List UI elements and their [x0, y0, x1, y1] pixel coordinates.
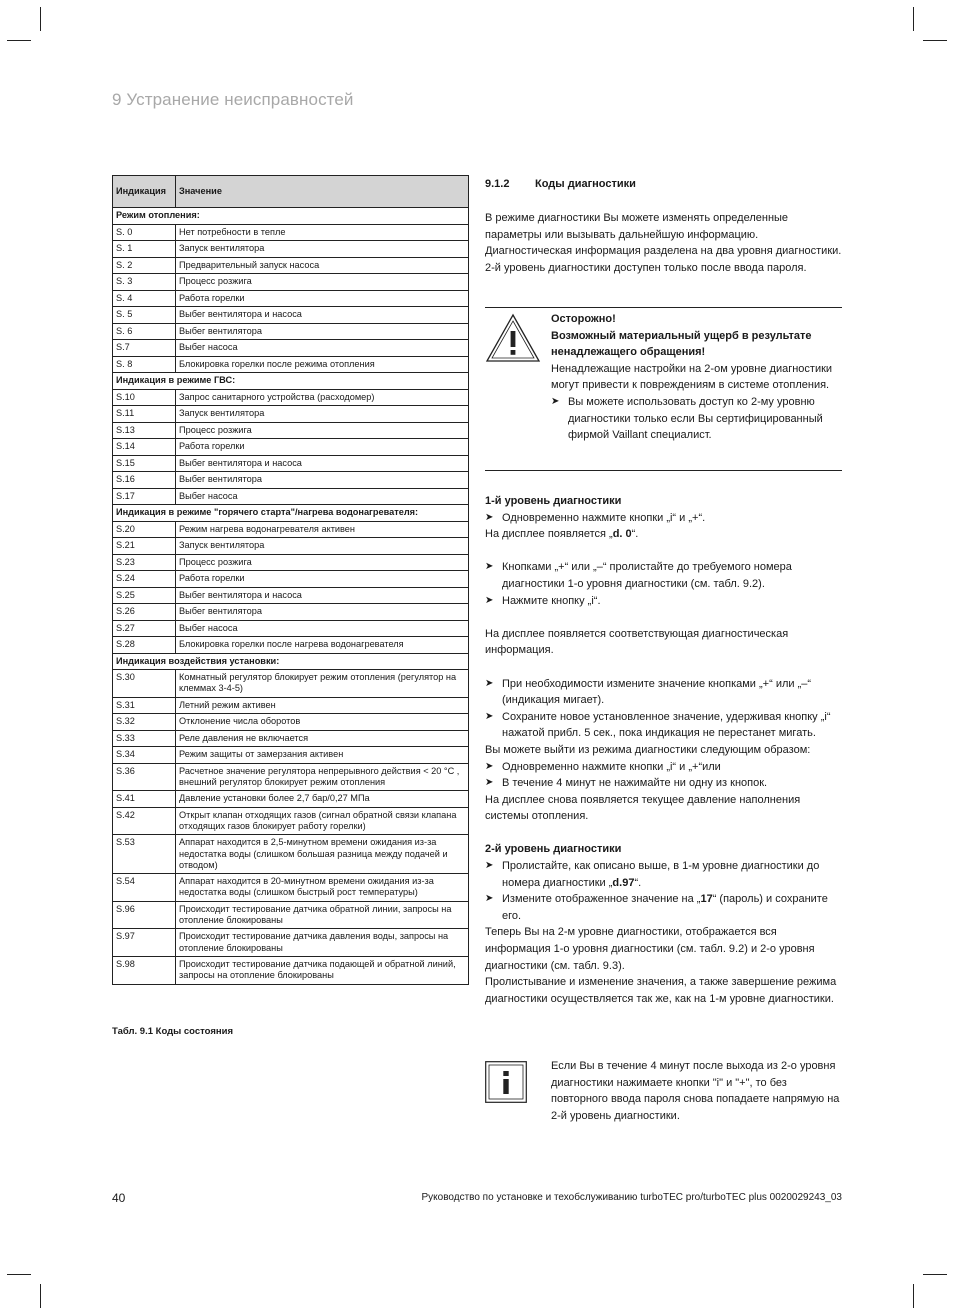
info-note: Если Вы в течение 4 минут после выхода из 2-о уровня диагностики нажимаете кнопки "i" и "+", то без повторного ввода пароля снова попадаете напрямую на 2-й уровень диагностики.: [551, 1060, 840, 1122]
status-meaning: Летний режим активен: [176, 697, 469, 714]
level1-heading: 1-й уровень диагностики: [485, 495, 622, 507]
table-row: [113, 257, 469, 274]
table-section-row: [113, 208, 469, 225]
status-code: S.53: [113, 835, 176, 874]
status-meaning: Комнатный регулятор блокирует режим отопления (регулятор на клеммах 3-4-5): [176, 670, 469, 698]
table-header-row: [113, 176, 469, 208]
table-section-row: [113, 373, 469, 390]
table-row: [113, 587, 469, 604]
intro-block: [485, 210, 842, 276]
list-item: ➤ При необходимости измените значение кнопками „+“ или „–“ (индикация мигает).: [485, 677, 812, 707]
arrow-bullet-icon: ➤: [485, 594, 494, 606]
list-item: ➤ Одновременно нажмите кнопки „i“ и „+“.: [485, 510, 842, 527]
status-meaning: Нет потребности в тепле: [176, 224, 469, 241]
table-row: [113, 670, 469, 698]
status-meaning: Выбег вентилятора: [176, 472, 469, 489]
table-row: [113, 274, 469, 291]
arrow-bullet-icon: ➤: [485, 511, 494, 523]
status-meaning: Аппарат находится в 2,5-минутном времени ожидания из-за недостатка воды (слишком большая разница между подачей и отводом): [176, 835, 469, 874]
level2-paragraph: Теперь Вы на 2-м уровне диагностики, отображается вся информация 1-о уровня диагностики (см. табл. 9.2) и 2-о уровня диагностики (см. табл. 9.3).: [485, 926, 815, 972]
crop-mark: [913, 7, 914, 31]
status-code: S.97: [113, 929, 176, 957]
table-row: [113, 488, 469, 505]
section-number: 9.1.2: [485, 178, 510, 190]
table-row: [113, 901, 469, 929]
table-row: [113, 874, 469, 902]
table-row: [113, 714, 469, 731]
crop-mark: [913, 1284, 914, 1308]
status-code: S.42: [113, 807, 176, 835]
status-meaning: Процесс розжига: [176, 422, 469, 439]
status-codes-table: [112, 175, 469, 985]
status-code: S.11: [113, 406, 176, 423]
chapter-title: 9 Устранение неисправностей: [112, 90, 354, 109]
status-code: S.36: [113, 763, 176, 791]
status-meaning: Процесс розжига: [176, 554, 469, 571]
crop-mark: [40, 7, 41, 31]
status-meaning: Выбег вентилятора и насоса: [176, 587, 469, 604]
info-line: На дисплее появляется соответствующая диагностическая информация.: [485, 627, 789, 657]
section-label: Режим отопления:: [113, 208, 469, 225]
arrow-bullet-icon: ➤: [485, 860, 494, 872]
status-code: S.13: [113, 422, 176, 439]
list-item: ➤ Одновременно нажмите кнопки „i“ и „+“или: [485, 759, 842, 776]
display-line: На дисплее появляется „d. 0“.: [485, 528, 639, 541]
status-code: S.98: [113, 956, 176, 984]
table-row: [113, 747, 469, 764]
arrow-bullet-icon: ➤: [485, 760, 494, 772]
status-meaning: Блокировка горелки после нагрева водонагревателя: [176, 637, 469, 654]
table-row: [113, 307, 469, 324]
table-row: [113, 929, 469, 957]
status-code: S.41: [113, 791, 176, 808]
info-icon: [485, 1061, 527, 1103]
status-code: S.27: [113, 620, 176, 637]
status-code: S.25: [113, 587, 176, 604]
status-meaning: Открыт клапан отходящих газов (сигнал обратной связи клапана отходящих газов блокирует работу горелки): [176, 807, 469, 835]
level2-heading: 2-й уровень диагностики: [485, 843, 622, 856]
status-code: S.23: [113, 554, 176, 571]
table-row: [113, 571, 469, 588]
status-meaning: Отклонение числа оборотов: [176, 714, 469, 731]
warning-bullet: ➤ Вы можете использовать доступ ко 2-му уровню диагностики только если Вы сертифицированный фирмой Vaillant специалист.: [551, 395, 823, 442]
status-meaning: Выбег насоса: [176, 620, 469, 637]
status-code: S.16: [113, 472, 176, 489]
status-meaning: Происходит тестирование датчика обратной линии, запросы на отопление блокированы: [176, 901, 469, 929]
table-row: [113, 323, 469, 340]
status-code: S.24: [113, 571, 176, 588]
status-code: S.54: [113, 874, 176, 902]
exit-intro: Вы можете выйти из режима диагностики следующим образом:: [485, 743, 811, 756]
list-item: ➤ В течение 4 минут не нажимайте ни одну из кнопок.: [485, 775, 842, 792]
table-row: [113, 807, 469, 835]
level2-paragraph: Пролистывание и изменение значения, а также завершение режима диагностики осуществляется так же, как на 1-м уровне диагностики.: [485, 976, 837, 1005]
status-code: S.21: [113, 538, 176, 555]
exit-result: На дисплее снова появляется текущее давление наполнения системы отопления.: [485, 793, 801, 823]
table-caption: Табл. 9.1 Коды состояния: [112, 1026, 234, 1037]
warning-title: Осторожно!: [551, 313, 616, 325]
table-row: [113, 472, 469, 489]
list-item: ➤ Пролистайте, как описано выше, в 1-м уровне диагностики до номера диагностики „d.97“.: [485, 860, 820, 889]
table-row: [113, 521, 469, 538]
table-row: [113, 697, 469, 714]
crop-mark: [7, 1274, 31, 1275]
table-row: [113, 554, 469, 571]
arrow-bullet-icon: ➤: [485, 777, 494, 789]
status-meaning: Выбег насоса: [176, 340, 469, 357]
table-row: [113, 637, 469, 654]
status-meaning: Реле давления не включается: [176, 730, 469, 747]
status-code: S. 3: [113, 274, 176, 291]
status-code: S.7: [113, 340, 176, 357]
intro-paragraph: Диагностическая информация разделена на два уровня диагностики. 2-й уровень диагностики доступен только после ввода пароля.: [485, 245, 842, 274]
document-title: Руководство по установке и техобслуживанию turboTEC pro/turboTEC plus 0020029243_03: [421, 1192, 842, 1203]
status-code: S. 6: [113, 323, 176, 340]
list-item: ➤ Измените отображенное значение на „17“ (пароль) и сохраните его.: [485, 893, 828, 922]
table-row: [113, 439, 469, 456]
status-code: S.10: [113, 389, 176, 406]
section-label: Индикация воздействия установки:: [113, 653, 469, 670]
status-meaning: Режим нагрева водонагревателя активен: [176, 521, 469, 538]
table-row: [113, 620, 469, 637]
status-code: S.17: [113, 488, 176, 505]
status-code: S.28: [113, 637, 176, 654]
list-item: ➤ Нажмите кнопку „i“.: [485, 593, 842, 610]
status-meaning: Выбег вентилятора и насоса: [176, 307, 469, 324]
table-row: [113, 422, 469, 439]
status-code: S.31: [113, 697, 176, 714]
arrow-bullet-icon: ➤: [485, 893, 494, 905]
crop-mark: [923, 40, 947, 41]
table-row: [113, 356, 469, 373]
table-row: [113, 730, 469, 747]
table-row: [113, 763, 469, 791]
table-row: [113, 389, 469, 406]
table-row: [113, 241, 469, 258]
arrow-bullet-icon: ➤: [551, 395, 560, 407]
status-code: S. 4: [113, 290, 176, 307]
table-row: [113, 538, 469, 555]
column-header-indication: Индикация: [113, 176, 176, 208]
table-section-row: [113, 505, 469, 522]
status-meaning: Работа горелки: [176, 439, 469, 456]
status-meaning: Режим защиты от замерзания активен: [176, 747, 469, 764]
table-row: [113, 956, 469, 984]
table-row: [113, 224, 469, 241]
status-meaning: Выбег насоса: [176, 488, 469, 505]
status-meaning: Предварительный запуск насоса: [176, 257, 469, 274]
arrow-bullet-icon: ➤: [485, 677, 494, 689]
column-header-meaning: Значение: [176, 176, 469, 208]
table-body: [113, 208, 469, 985]
status-code: S.96: [113, 901, 176, 929]
status-meaning: Выбег вентилятора: [176, 323, 469, 340]
table-section-row: [113, 653, 469, 670]
status-code: S.15: [113, 455, 176, 472]
status-code: S.20: [113, 521, 176, 538]
status-meaning: Процесс розжига: [176, 274, 469, 291]
status-meaning: Выбег вентилятора и насоса: [176, 455, 469, 472]
status-meaning: Работа горелки: [176, 290, 469, 307]
status-meaning: Давление установки более 2,7 бар/0,27 МПа: [176, 791, 469, 808]
status-code: S.26: [113, 604, 176, 621]
status-meaning: Выбег вентилятора: [176, 604, 469, 621]
list-item: ➤ Сохраните новое установленное значение, удерживая кнопку „i“ нажатой прибл. 5 сек., пока индикация не перестанет мигать.: [485, 710, 831, 740]
status-code: S. 8: [113, 356, 176, 373]
section-title: Коды диагностики: [535, 178, 636, 190]
section-label: Индикация в режиме "горячего старта"/нагрева водонагревателя:: [113, 505, 469, 522]
warning-body: Ненадлежащие настройки на 2-ом уровне диагностики могут привести к повреждениям в системе отопления.: [551, 362, 833, 392]
status-meaning: Происходит тестирование датчика подающей и обратной линий, запросы на отопление блокированы: [176, 956, 469, 984]
crop-mark: [7, 40, 31, 41]
status-code: S.14: [113, 439, 176, 456]
status-meaning: Аппарат находится в 20-минутном времени ожидания из-за недостатка воды (слишком быстрый рост температуры): [176, 874, 469, 902]
table-row: [113, 290, 469, 307]
status-meaning: Запрос санитарного устройства (расходомер): [176, 389, 469, 406]
status-meaning: Блокировка горелки после режима отопления: [176, 356, 469, 373]
warning-triangle-icon: [485, 313, 541, 363]
status-code: S. 1: [113, 241, 176, 258]
intro-paragraph: В режиме диагностики Вы можете изменять определенные параметры или вызывать дальнейшую информацию.: [485, 212, 789, 241]
warning-box: [485, 307, 842, 471]
list-item: ➤ Кнопками „+“ или „–“ пролистайте до требуемого номера диагностики 1-о уровня диагностики (см. табл. 9.2).: [485, 561, 792, 590]
table-row: [113, 604, 469, 621]
arrow-bullet-icon: ➤: [485, 710, 494, 722]
table-row: [113, 455, 469, 472]
status-meaning: Запуск вентилятора: [176, 241, 469, 258]
level1-block: [485, 493, 842, 1007]
status-meaning: Происходит тестирование датчика давления воды, запросы на отопление блокированы: [176, 929, 469, 957]
status-code: S. 0: [113, 224, 176, 241]
table-row: [113, 406, 469, 423]
status-code: S.30: [113, 670, 176, 698]
warning-text: [551, 311, 842, 444]
status-code: S. 5: [113, 307, 176, 324]
status-code: S.34: [113, 747, 176, 764]
crop-mark: [40, 1284, 41, 1308]
section-label: Индикация в режиме ГВС:: [113, 373, 469, 390]
page-number: 40: [112, 1191, 126, 1205]
section-heading: [485, 178, 636, 190]
table-row: [113, 340, 469, 357]
status-meaning: Запуск вентилятора: [176, 538, 469, 555]
status-code: S. 2: [113, 257, 176, 274]
arrow-bullet-icon: ➤: [485, 561, 494, 573]
status-code: S.33: [113, 730, 176, 747]
status-meaning: Работа горелки: [176, 571, 469, 588]
status-code: S.32: [113, 714, 176, 731]
crop-mark: [923, 1274, 947, 1275]
table-row: [113, 791, 469, 808]
warning-subtitle: Возможный материальный ущерб в результате ненадлежащего обращения!: [551, 329, 812, 359]
status-meaning: Расчетное значение регулятора непрерывного действия < 20 °C , внешний регулятор блокирует режим отопления: [176, 763, 469, 791]
table-row: [113, 835, 469, 874]
status-meaning: Запуск вентилятора: [176, 406, 469, 423]
